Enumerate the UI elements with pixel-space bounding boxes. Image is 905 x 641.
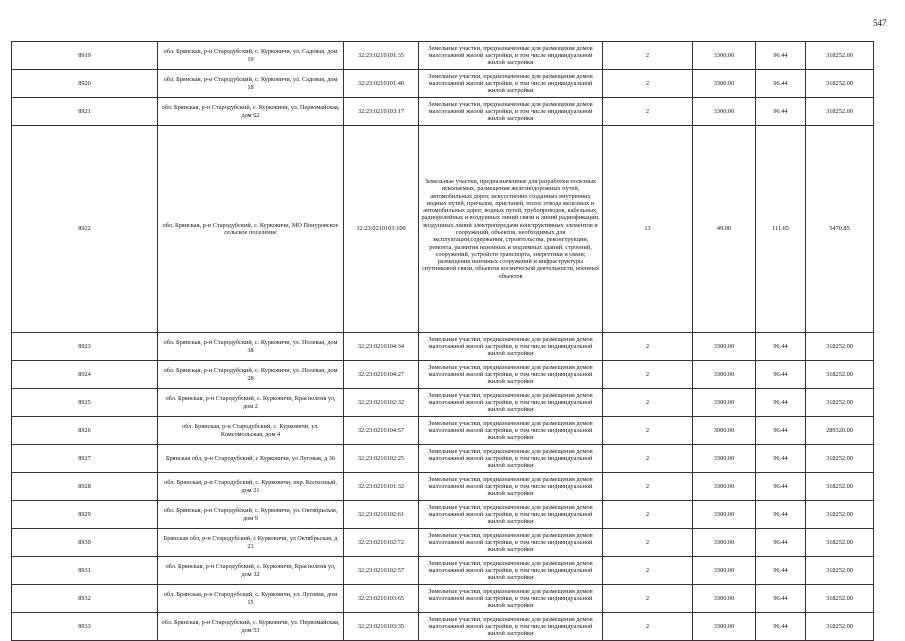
cadastral-number-cell: 32:23:0210101:32 <box>344 473 419 501</box>
table-row <box>12 42 874 70</box>
address-cell: Брянская обл, р-н Стародубский, с Курковичи, ул Луговая, д 36 <box>158 445 344 473</box>
cadastral-number-cell: 32:23:0210103:65 <box>344 585 419 613</box>
area-cell: 3300.00 <box>693 473 756 501</box>
row-number-cell: 8929 <box>12 501 158 529</box>
specific-value-cell: 96.44 <box>756 98 806 126</box>
group-cell: 2 <box>603 585 693 613</box>
cadastral-value-cell: 318252.00 <box>806 333 874 361</box>
group-cell: 2 <box>603 613 693 641</box>
area-cell: 3300.00 <box>693 70 756 98</box>
specific-value-cell: 96.44 <box>756 361 806 389</box>
row-number-cell: 8923 <box>12 333 158 361</box>
row-number-cell: 8933 <box>12 613 158 641</box>
area-cell: 3300.00 <box>693 557 756 585</box>
land-use-cell: Земельные участки, предназначенные для размещения домов малоэтажной жилой застройки, в том числе индивидуальной жилой застройки <box>419 361 603 389</box>
cadastral-number-cell: 32:23:0210103:35 <box>344 613 419 641</box>
cadastral-number-cell: 32:23:0210102:57 <box>344 557 419 585</box>
group-cell: 2 <box>603 473 693 501</box>
address-cell: обл. Брянская, р-н Стародубский, с. Курковичи, ул. Октябрьская, дом 9 <box>158 501 344 529</box>
cadastral-value-cell: 5470.85 <box>806 126 874 333</box>
group-cell: 2 <box>603 417 693 445</box>
row-number-cell: 8926 <box>12 417 158 445</box>
address-cell: обл. Брянская, р-н Стародубский, с. Курковичи, ул. Садовая, дом 19 <box>158 42 344 70</box>
address-cell: обл. Брянская, р-н Стародубский, с. Курковичи, Красноленя ул, дом 2 <box>158 389 344 417</box>
cadastral-number-cell: 32:23:0210101:40 <box>344 70 419 98</box>
group-cell: 2 <box>603 70 693 98</box>
cadastral-value-cell: 318252.00 <box>806 613 874 641</box>
cadastral-value-cell: 318252.00 <box>806 389 874 417</box>
cadastral-value-cell: 318252.00 <box>806 529 874 557</box>
table-row <box>12 557 874 585</box>
cadastral-number-cell: 32:23:0210104:34 <box>344 333 419 361</box>
group-cell: 2 <box>603 529 693 557</box>
cadastral-value-cell: 318252.00 <box>806 361 874 389</box>
table-row <box>12 417 874 445</box>
cadastral-value-cell: 318252.00 <box>806 557 874 585</box>
address-cell: обл. Брянская, р-н Стародубский, с. Курковичи, ул. Первомайская, дом 53 <box>158 613 344 641</box>
group-cell: 2 <box>603 445 693 473</box>
specific-value-cell: 96.44 <box>756 70 806 98</box>
cadastral-value-cell: 318252.00 <box>806 501 874 529</box>
table-row <box>12 473 874 501</box>
area-cell: 3000.00 <box>693 417 756 445</box>
table-row <box>12 389 874 417</box>
land-use-cell: Земельные участки, предназначенные для размещения домов малоэтажной жилой застройки, в том числе индивидуальной жилой застройки <box>419 98 603 126</box>
row-number-cell: 8920 <box>12 70 158 98</box>
row-number-cell: 8927 <box>12 445 158 473</box>
land-register-table <box>11 41 874 641</box>
group-cell: 2 <box>603 361 693 389</box>
specific-value-cell: 96.44 <box>756 585 806 613</box>
area-cell: 3300.00 <box>693 529 756 557</box>
group-cell: 2 <box>603 501 693 529</box>
cadastral-value-cell: 289320.00 <box>806 417 874 445</box>
address-cell: Брянская обл, р-н Стародубский, с Курковичи, ул Октябрьская, д 23 <box>158 529 344 557</box>
land-use-cell: Земельные участки, предназначенные для размещения домов малоэтажной жилой застройки, в том числе индивидуальной жилой застройки <box>419 417 603 445</box>
land-use-cell: Земельные участки, предназначенные для размещения домов малоэтажной жилой застройки, в том числе индивидуальной жилой застройки <box>419 42 603 70</box>
specific-value-cell: 96.44 <box>756 333 806 361</box>
row-number-cell: 8928 <box>12 473 158 501</box>
specific-value-cell: 96.44 <box>756 473 806 501</box>
cadastral-number-cell: 32:23:0210104:57 <box>344 417 419 445</box>
land-use-cell: Земельные участки, предназначенные для размещения домов малоэтажной жилой застройки, в том числе индивидуальной жилой застройки <box>419 473 603 501</box>
row-number-cell: 8921 <box>12 98 158 126</box>
specific-value-cell: 96.44 <box>756 389 806 417</box>
row-number-cell: 8924 <box>12 361 158 389</box>
land-use-cell: Земельные участки, предназначенные для размещения домов малоэтажной жилой застройки, в том числе индивидуальной жилой застройки <box>419 333 603 361</box>
table-row <box>12 361 874 389</box>
address-cell: обл. Брянская, р-н Стародубский, с. Курковичи, ул. Полевая, дом 38 <box>158 333 344 361</box>
area-cell: 3300.00 <box>693 613 756 641</box>
area-cell: 3300.00 <box>693 585 756 613</box>
address-cell: обл. Брянская, р-н Стародубский, с. Курковичи, ул. Полевая, дом 28 <box>158 361 344 389</box>
address-cell: обл. Брянская, р-н Стародубский, с. Курковичи, пер. Колхозный, дом 21 <box>158 473 344 501</box>
land-use-cell: Земельные участки, предназначенные для размещения домов малоэтажной жилой застройки, в том числе индивидуальной жилой застройки <box>419 445 603 473</box>
specific-value-cell: 96.44 <box>756 42 806 70</box>
area-cell: 49.00 <box>693 126 756 333</box>
area-cell: 3300.00 <box>693 361 756 389</box>
land-use-cell: Земельные участки, предназначенные для размещения домов малоэтажной жилой застройки, в том числе индивидуальной жилой застройки <box>419 529 603 557</box>
specific-value-cell: 96.44 <box>756 445 806 473</box>
cadastral-number-cell: 32:23:0210103:100 <box>344 126 419 333</box>
row-number-cell: 8931 <box>12 557 158 585</box>
specific-value-cell: 96.44 <box>756 529 806 557</box>
group-cell: 2 <box>603 98 693 126</box>
area-cell: 3300.00 <box>693 445 756 473</box>
table-row <box>12 98 874 126</box>
area-cell: 3300.00 <box>693 501 756 529</box>
address-cell: обл. Брянская, р-н Стародубский, с. Курковичи, ул. Первомайская, дом 62 <box>158 98 344 126</box>
table-row <box>12 529 874 557</box>
table-body <box>12 42 874 641</box>
land-use-cell: Земельные участки, предназначенные для размещения домов малоэтажной жилой застройки, в том числе индивидуальной жилой застройки <box>419 585 603 613</box>
group-cell: 2 <box>603 389 693 417</box>
area-cell: 3300.00 <box>693 389 756 417</box>
table-row <box>12 333 874 361</box>
land-use-cell: Земельные участки, предназначенные для разработки полезных ископаемых, размещения железнодорожных путей, автомобильных дорог, искусственно созданных внутренних водных путей, причалов, пристаней, полос отвода железных и автомобильных дорог, водных путей, трубопроводов, кабельных, радиорелейных и воздушных линий связи и линий радиофикации, воздушных линий электропередачи конструктивных элементов и сооружений, объектов, необходимых для эксплуатации,содержания, строительства, реконструкции, ремонта, развития наземных и подземных зданий, строений, сооружений, устройств транспорта, энергетики и связи; размещения наземных сооружений и инфраструктуры спутниковой связи, объектов космической деятельности, военных объектов <box>419 126 603 333</box>
land-use-cell: Земельные участки, предназначенные для размещения домов малоэтажной жилой застройки, в том числе индивидуальной жилой застройки <box>419 557 603 585</box>
table-row <box>12 445 874 473</box>
table-row <box>12 126 874 333</box>
table-row <box>12 585 874 613</box>
cadastral-value-cell: 318252.00 <box>806 585 874 613</box>
cadastral-number-cell: 32:23:0210104:27 <box>344 361 419 389</box>
address-cell: обл. Брянская, р-н Стародубский, с. Курковичи, Красноленя ул, дом 32 <box>158 557 344 585</box>
cadastral-number-cell: 32:23:0210102:32 <box>344 389 419 417</box>
area-cell: 3300.00 <box>693 333 756 361</box>
specific-value-cell: 96.44 <box>756 417 806 445</box>
group-cell: 2 <box>603 333 693 361</box>
cadastral-number-cell: 32:23:0210103:17 <box>344 98 419 126</box>
group-cell: 2 <box>603 557 693 585</box>
page-number: 547 <box>873 18 887 28</box>
address-cell: обл. Брянская, р-н Стародубский, с. Курковичи, ул. Луговая, дом 15 <box>158 585 344 613</box>
area-cell: 3300.00 <box>693 42 756 70</box>
land-use-cell: Земельные участки, предназначенные для размещения домов малоэтажной жилой застройки, в том числе индивидуальной жилой застройки <box>419 501 603 529</box>
specific-value-cell: 96.44 <box>756 557 806 585</box>
area-cell: 3300.00 <box>693 98 756 126</box>
address-cell: обл. Брянская, р-н Стародубский, с. Курковичи, ул. Садовая, дом 18 <box>158 70 344 98</box>
cadastral-value-cell: 318252.00 <box>806 42 874 70</box>
table-row <box>12 613 874 641</box>
address-cell: обл. Брянская, р-н Стародубский, с. Курковичи, ул. Комсомольская, дом 4 <box>158 417 344 445</box>
row-number-cell: 8922 <box>12 126 158 333</box>
row-number-cell: 8930 <box>12 529 158 557</box>
land-use-cell: Земельные участки, предназначенные для размещения домов малоэтажной жилой застройки, в том числе индивидуальной жилой застройки <box>419 389 603 417</box>
cadastral-value-cell: 318252.00 <box>806 70 874 98</box>
group-cell: 13 <box>603 126 693 333</box>
specific-value-cell: 111.65 <box>756 126 806 333</box>
cadastral-number-cell: 32:23:0210101:35 <box>344 42 419 70</box>
cadastral-number-cell: 32:23:0210102:61 <box>344 501 419 529</box>
land-use-cell: Земельные участки, предназначенные для размещения домов малоэтажной жилой застройки, в том числе индивидуальной жилой застройки <box>419 70 603 98</box>
row-number-cell: 8925 <box>12 389 158 417</box>
table-row <box>12 501 874 529</box>
group-cell: 2 <box>603 42 693 70</box>
cadastral-value-cell: 318252.00 <box>806 445 874 473</box>
cadastral-value-cell: 318252.00 <box>806 473 874 501</box>
cadastral-number-cell: 32:23:0210102:72 <box>344 529 419 557</box>
table-row <box>12 70 874 98</box>
specific-value-cell: 96.44 <box>756 613 806 641</box>
land-use-cell: Земельные участки, предназначенные для размещения домов малоэтажной жилой застройки, в том числе индивидуальной жилой застройки <box>419 613 603 641</box>
cadastral-number-cell: 32:23:0210102:25 <box>344 445 419 473</box>
specific-value-cell: 96.44 <box>756 501 806 529</box>
cadastral-value-cell: 318252.00 <box>806 98 874 126</box>
row-number-cell: 8919 <box>12 42 158 70</box>
address-cell: обл. Брянская, р-н Стародубский, с. Курковичи, МО Понуровское сельское поселение <box>158 126 344 333</box>
row-number-cell: 8932 <box>12 585 158 613</box>
